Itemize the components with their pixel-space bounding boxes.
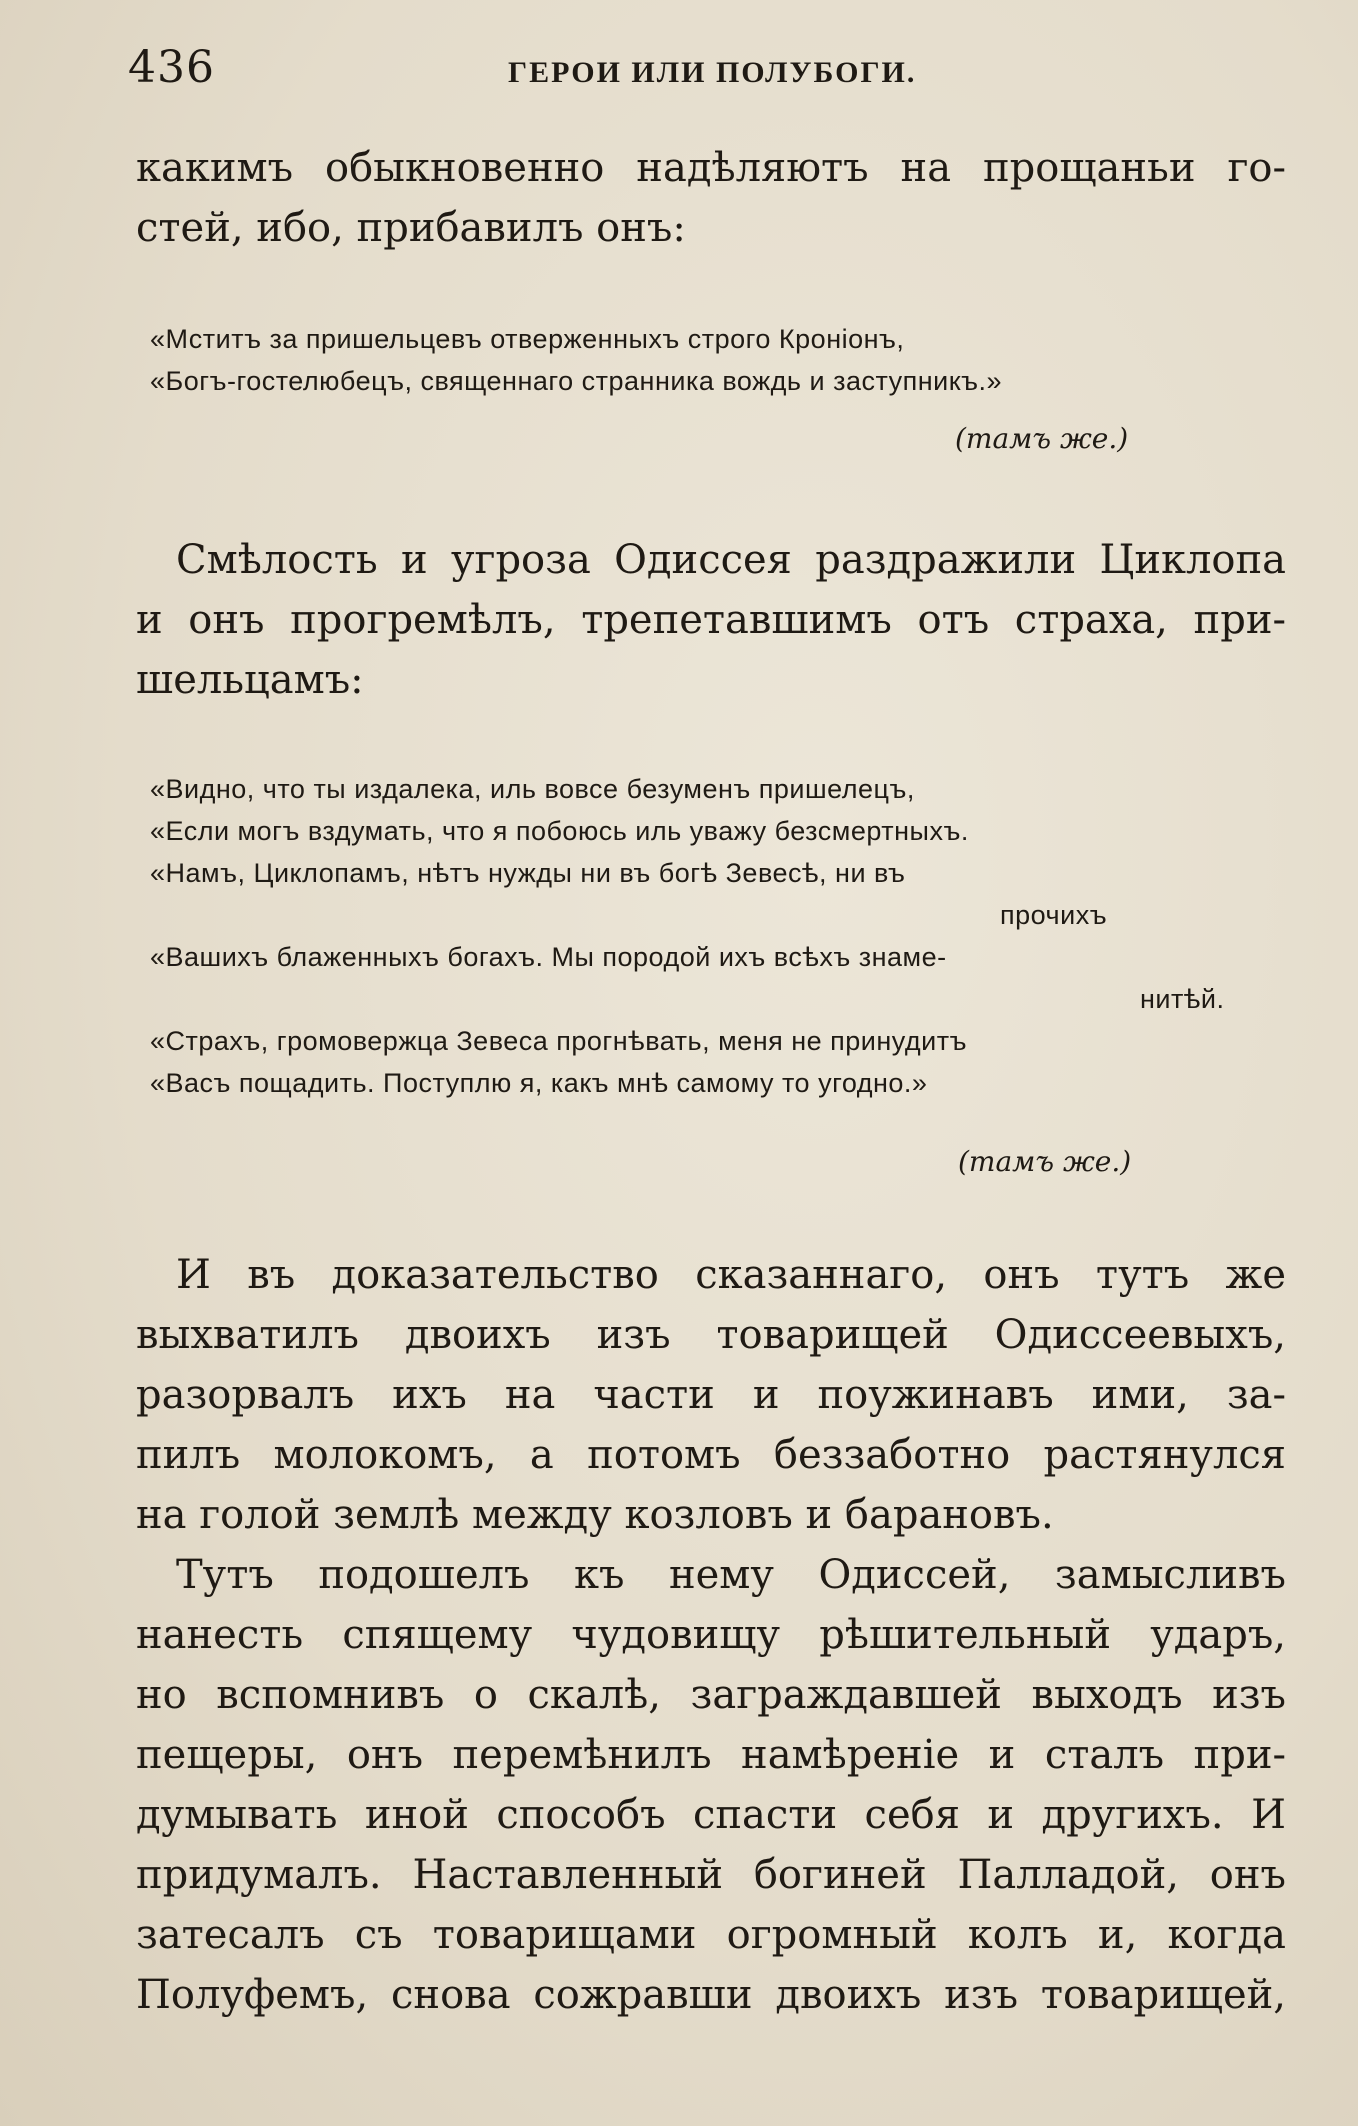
page-header <box>128 42 1288 102</box>
verse-line: «Мститъ за пришельцевъ отверженныхъ строго Кроніонъ, <box>150 324 905 354</box>
verse-quote-1 <box>150 318 1280 402</box>
text-line: на голой землѣ между козловъ и барановъ. <box>136 1492 1054 1538</box>
text-line: И въ доказательство сказаннаго, онъ тутъ же <box>176 1252 1286 1298</box>
text-line: думывать иной способъ спасти себя и другихъ. И <box>136 1792 1286 1838</box>
text-line: нанесть спящему чудовищу рѣшительный ударъ, <box>136 1612 1286 1658</box>
text-line: Полуфемъ, снова сожравши двоихъ изъ товарищей, <box>136 1972 1286 2018</box>
text-line: какимъ обыкновенно надѣляютъ на прощаньи го- <box>136 145 1286 191</box>
text-line: шельцамъ: <box>136 657 364 703</box>
paragraph-4 <box>136 1545 1286 2025</box>
text-line: выхватилъ двоихъ изъ товарищей Одиссеевыхъ, <box>136 1312 1286 1358</box>
page-number: 436 <box>128 42 215 93</box>
verse-line: «Васъ пощадить. Поступлю я, какъ мнѣ самому то угодно.» <box>150 1068 928 1098</box>
text-line: Смѣлость и угроза Одиссея раздражили Циклопа <box>176 537 1286 583</box>
paragraph-3 <box>136 1245 1286 1545</box>
text-line: затесалъ съ товарищами огромный колъ и, когда <box>136 1912 1286 1958</box>
running-head: ГЕРОИ ИЛИ ПОЛУБОГИ. <box>508 56 917 89</box>
verse-quote-2 <box>150 768 1280 1104</box>
verse-source-2: (тамъ же.) <box>958 1145 1132 1178</box>
text-line: разорвалъ ихъ на части и поужинавъ ими, за- <box>136 1372 1286 1418</box>
text-line: но вспомнивъ о скалѣ, заграждавшей выходъ изъ <box>136 1672 1286 1718</box>
verse-line: «Вашихъ блаженныхъ богахъ. Мы породой ихъ всѣхъ знаме- <box>150 942 947 972</box>
text-line: и онъ прогремѣлъ, трепетавшимъ отъ страха, при- <box>136 597 1286 643</box>
verse-line: «Намъ, Циклопамъ, нѣтъ нужды ни въ богѣ Зевесѣ, ни въ <box>150 858 906 888</box>
text-line: Тутъ подошелъ къ нему Одиссей, замысливъ <box>176 1552 1286 1598</box>
text-line: пещеры, онъ перемѣнилъ намѣреніе и сталъ при- <box>136 1732 1286 1778</box>
paragraph-1 <box>136 138 1286 258</box>
verse-line-continuation: нитѣй. <box>1140 984 1225 1014</box>
verse-source-1: (тамъ же.) <box>955 422 1129 455</box>
verse-line: «Если могъ вздумать, что я побоюсь иль уважу безсмертныхъ. <box>150 816 969 846</box>
verse-line: «Богъ-гостелюбецъ, священнаго странника вождь и заступникъ.» <box>150 366 1002 396</box>
text-line: стей, ибо, прибавилъ онъ: <box>136 205 686 251</box>
text-line: придумалъ. Наставленный богиней Палладой, онъ <box>136 1852 1286 1898</box>
paragraph-2 <box>136 530 1286 710</box>
verse-line: «Страхъ, громовержца Зевеса прогнѣвать, меня не принудитъ <box>150 1026 967 1056</box>
text-line: пилъ молокомъ, а потомъ беззаботно растянулся <box>136 1432 1286 1478</box>
verse-line: «Видно, что ты издалека, иль вовсе безуменъ пришелецъ, <box>150 774 915 804</box>
verse-line-continuation: прочихъ <box>1000 900 1108 930</box>
